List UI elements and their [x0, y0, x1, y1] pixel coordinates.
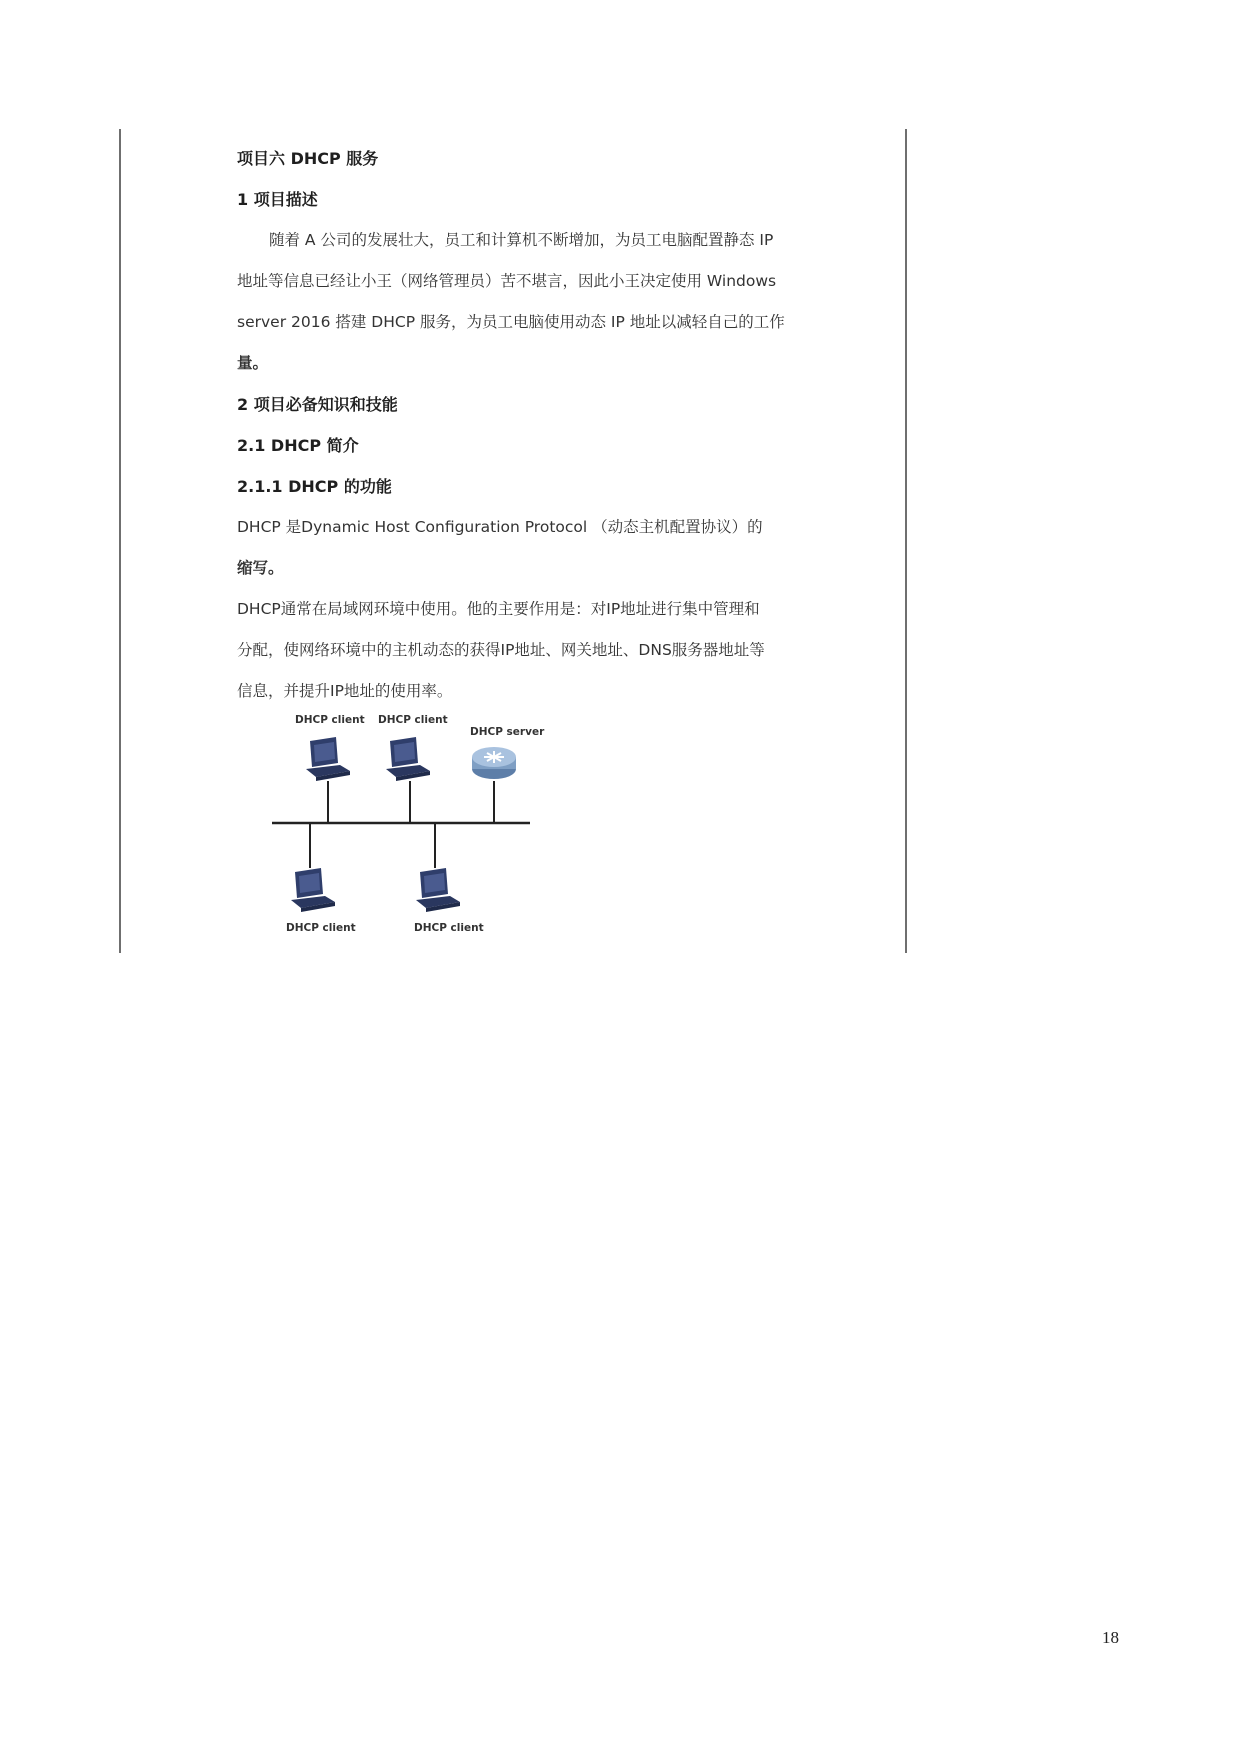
- computer-icon: [386, 737, 430, 781]
- page-number: 18: [1102, 1628, 1119, 1647]
- usage-line-2: 分配，使网络环境中的主机动态的获得IP地址、网关地址、DNS服务器地址等: [237, 641, 765, 659]
- server-label: DHCP server: [470, 726, 545, 738]
- section2-heading: 2 项目必备知识和技能: [237, 395, 398, 414]
- top-client-2-label: DHCP client: [378, 714, 448, 726]
- computer-icon: [306, 737, 350, 781]
- page-border-right: [905, 129, 907, 953]
- project-title: 项目六 DHCP 服务: [237, 149, 379, 168]
- section1-line-2: 地址等信息已经让小王（网络管理员）苦不堪言，因此小王决定使用 Windows: [237, 272, 777, 290]
- bottom-client-2-label: DHCP client: [414, 922, 484, 934]
- document-content: [237, 138, 797, 712]
- dhcp-network-diagram: [240, 705, 570, 945]
- section1-line-1: 随着 A 公司的发展壮大，员工和计算机不断增加，为员工电脑配置静态 IP: [269, 231, 774, 249]
- usage-line-1: DHCP通常在局域网环境中使用。他的主要作用是：对IP地址进行集中管理和: [237, 600, 760, 618]
- definition-line-1: DHCP 是Dynamic Host Configuration Protocol （动态主机配置协议）的: [237, 518, 763, 536]
- section1-heading: 1 项目描述: [237, 190, 318, 209]
- definition-line-2: 缩写。: [237, 559, 284, 577]
- usage-line-3: 信息，并提升IP地址的使用率。: [237, 682, 453, 700]
- router-icon: [472, 747, 516, 779]
- top-client-1-label: DHCP client: [295, 714, 365, 726]
- bottom-client-1-label: DHCP client: [286, 922, 356, 934]
- section2-1-heading: 2.1 DHCP 简介: [237, 436, 359, 455]
- computer-icon: [416, 868, 460, 912]
- section1-line-3: server 2016 搭建 DHCP 服务，为员工电脑使用动态 IP 地址以减轻自己的工作: [237, 313, 785, 331]
- section2-1-1-heading: 2.1.1 DHCP 的功能: [237, 477, 392, 496]
- section1-line-4: 量。: [237, 354, 269, 372]
- page-border-left: [119, 129, 121, 953]
- computer-icon: [291, 868, 335, 912]
